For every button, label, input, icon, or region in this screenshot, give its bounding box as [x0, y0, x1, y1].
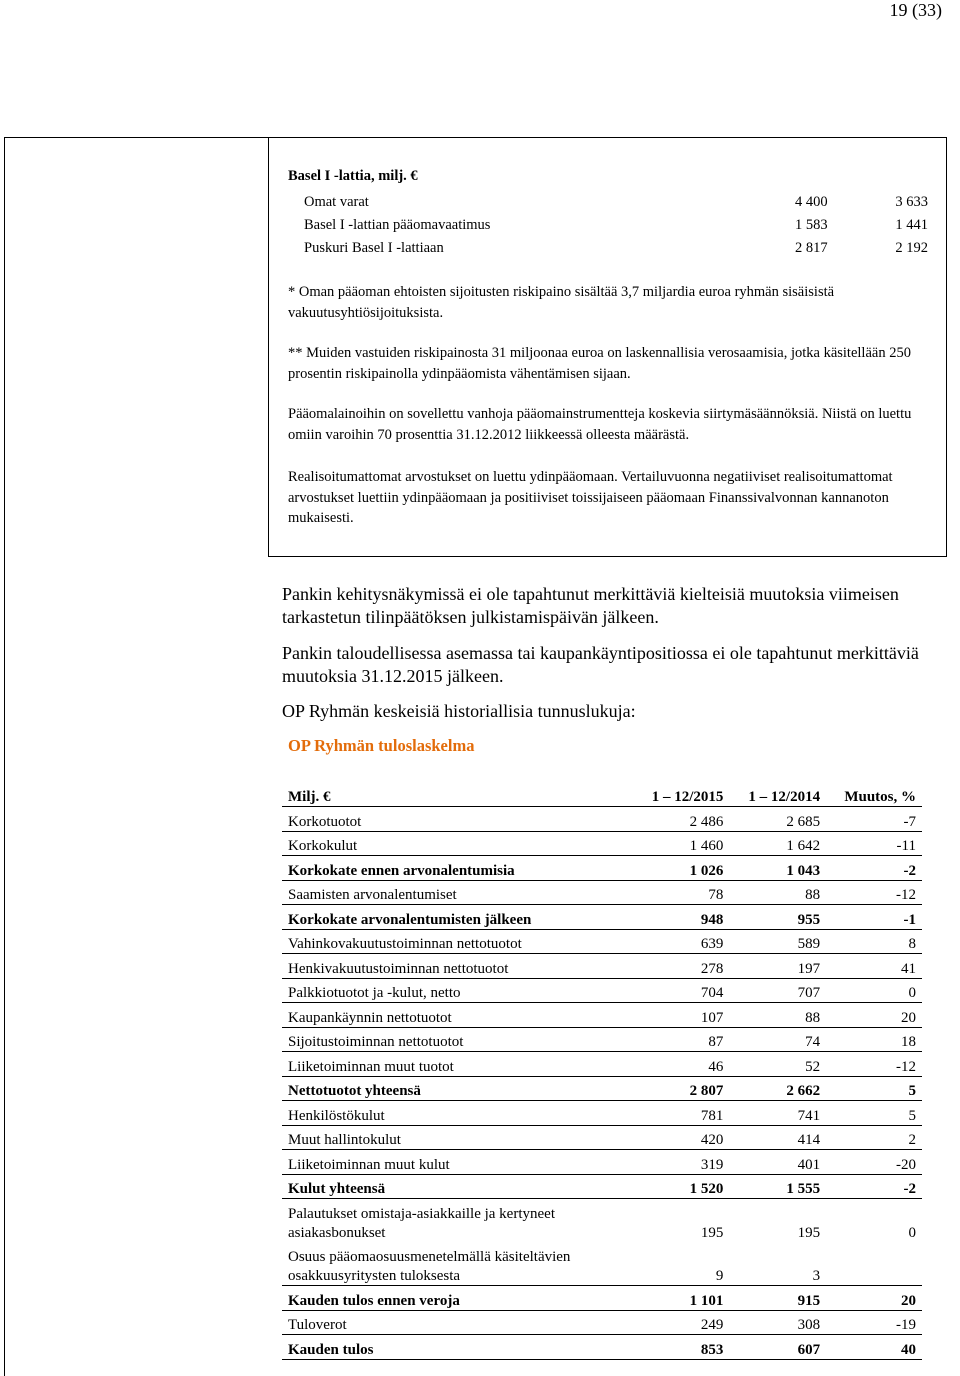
row-label: Liiketoiminnan muut kulut: [282, 1150, 624, 1175]
table-row: [282, 929, 922, 954]
row-2015: 2 486: [624, 807, 729, 832]
table-row: [282, 1310, 922, 1335]
row-change: 0: [826, 978, 922, 1003]
row-label: Liiketoiminnan muut tuotot: [282, 1052, 624, 1077]
row-2014: 2 662: [729, 1076, 826, 1101]
row-label: Saamisten arvonalentumiset: [282, 880, 624, 905]
table-row: [282, 1335, 922, 1360]
header-2014: 1 – 12/2014: [729, 783, 826, 807]
row-change: 2: [826, 1125, 922, 1150]
basel-row: [288, 234, 928, 257]
unrealised-valuation-note: Realisoitumattomat arvostukset on luettu ydinpääomaan. Vertailuvuonna negatiiviset realisoitumattomat arvostukset luettiin ydinpääomaan ja positiiviset toissijaiseen pääomaan Finanssivalvonnan kannanoton mukaisesti.: [288, 469, 893, 526]
row-2015: 46: [624, 1052, 729, 1077]
row-change: -12: [826, 1052, 922, 1077]
frame-top: [4, 137, 947, 138]
row-2015: 78: [624, 880, 729, 905]
row-label: Kulut yhteensä: [282, 1174, 624, 1199]
table-row: [282, 1199, 922, 1243]
frame-right: [946, 137, 947, 557]
basel-row-2014: 2 192: [895, 240, 928, 256]
row-label: Osuus pääomaosuusmenetelmällä käsiteltävien osakkuusyritysten tuloksesta: [282, 1242, 624, 1286]
basel-row-2015: 2 817: [794, 240, 828, 256]
row-2015: 948: [624, 905, 729, 930]
row-2015: 1 026: [624, 856, 729, 881]
basel-row-label: Puskuri Basel I -lattiaan: [304, 240, 444, 256]
row-change: 5: [826, 1076, 922, 1101]
basel-row: [288, 188, 928, 211]
row-change: 20: [826, 1286, 922, 1311]
row-label: Palautukset omistaja-asiakkaille ja kertyneet asiakasbonukset: [288, 1206, 555, 1241]
row-2015: 1 520: [624, 1174, 729, 1199]
basel-row-2015: 1 583: [794, 217, 828, 233]
table-row: [282, 831, 922, 856]
row-label: Tuloverot: [282, 1310, 624, 1335]
footnote-2: ** Muiden vastuiden riskipainosta 31 miljoonaa euroa on laskennallisia verosaamisia, jotka käsitellään 250 prosentin riskipainolla ydinpääomista vähentämisen sijaan.: [288, 345, 911, 382]
row-change: -19: [826, 1310, 922, 1335]
row-label: Sijoitustoiminnan nettotuotot: [282, 1027, 624, 1052]
row-change: -1: [826, 905, 922, 930]
row-2014: 955: [729, 905, 826, 930]
header-label: Milj. €: [282, 783, 624, 807]
table-row: [282, 1174, 922, 1199]
table-row: [282, 1052, 922, 1077]
row-2015: 278: [624, 954, 729, 979]
row-label: Henkilöstökulut: [282, 1101, 624, 1126]
row-label: Korkokate arvonalentumisten jälkeen: [282, 905, 624, 930]
basel-title: Basel I -lattia, milj. €: [288, 168, 418, 184]
row-change: 40: [826, 1335, 922, 1360]
row-2015: 2 807: [624, 1076, 729, 1101]
table-row: [282, 1242, 922, 1286]
row-2014: 707: [729, 978, 826, 1003]
row-2014: 197: [729, 954, 826, 979]
row-label: Korkokate ennen arvonalentumisia: [282, 856, 624, 881]
basel-row-2014: 3 633: [895, 194, 928, 210]
table-row: [282, 1027, 922, 1052]
row-2015: 704: [624, 978, 729, 1003]
row-2015: 420: [624, 1125, 729, 1150]
row-2015: 87: [624, 1027, 729, 1052]
row-2014: 3: [729, 1242, 826, 1286]
frame-inner-left: [268, 137, 269, 557]
row-label: Palkkiotuotot ja -kulut, netto: [282, 978, 624, 1003]
row-change: -2: [826, 1174, 922, 1199]
row-2015: 319: [624, 1150, 729, 1175]
table-row: [282, 1150, 922, 1175]
row-2014: 195: [797, 1224, 821, 1241]
row-change: -11: [826, 831, 922, 856]
row-label: Korkokulut: [282, 831, 624, 856]
page-number: 19 (33): [889, 0, 942, 20]
header-change: Muutos, %: [826, 783, 922, 807]
row-change: 41: [826, 954, 922, 979]
row-change: -12: [826, 880, 922, 905]
table-row: [282, 880, 922, 905]
row-2015: 195: [700, 1224, 724, 1241]
row-2015: 1 101: [624, 1286, 729, 1311]
table-row: [282, 1003, 922, 1028]
row-label: Korkotuotot: [282, 807, 624, 832]
row-change: 8: [826, 929, 922, 954]
header-2015: 1 – 12/2015: [624, 783, 729, 807]
row-2014: 607: [729, 1335, 826, 1360]
row-label: Kaupankäynnin nettotuotot: [282, 1003, 624, 1028]
row-2014: 1 555: [729, 1174, 826, 1199]
row-2014: 74: [729, 1027, 826, 1052]
row-2014: 1 043: [729, 856, 826, 881]
row-2014: 88: [729, 1003, 826, 1028]
row-change: -2: [826, 856, 922, 881]
row-2015: 781: [624, 1101, 729, 1126]
basel-floor-table: [288, 168, 928, 257]
frame-bottom: [268, 556, 947, 557]
income-statement-table: [282, 783, 922, 1360]
row-2014: 915: [729, 1286, 826, 1311]
basel-row-2014: 1 441: [895, 217, 928, 233]
outlook-paragraph: Pankin kehitysnäkymissä ei ole tapahtunut merkittäviä kielteisiä muutoksia viimeisen tarkastetun tilinpäätöksen julkistamispäivän jälkeen.: [282, 584, 899, 627]
table-row: [282, 807, 922, 832]
row-2014: 2 685: [729, 807, 826, 832]
table-row: [282, 1125, 922, 1150]
row-change: -20: [826, 1150, 922, 1175]
row-label: Muut hallintokulut: [282, 1125, 624, 1150]
table-row: [282, 1286, 922, 1311]
income-statement-title: OP Ryhmän tuloslaskelma: [288, 736, 475, 755]
basel-row: [288, 211, 928, 234]
row-change: 0: [908, 1224, 916, 1241]
row-2015: 107: [624, 1003, 729, 1028]
table-row: [282, 1076, 922, 1101]
table-row: [282, 905, 922, 930]
row-2014: 308: [729, 1310, 826, 1335]
footnote-1: * Oman pääoman ehtoisten sijoitusten riskipaino sisältää 3,7 miljardia euroa ryhmän sisäisistä vakuutusyhtiösijoituksista.: [288, 284, 835, 321]
row-2014: 1 642: [729, 831, 826, 856]
row-label: Henkivakuutustoiminnan nettotuotot: [282, 954, 624, 979]
row-2015: 9: [624, 1242, 729, 1286]
frame-left-outer: [4, 137, 5, 1376]
row-2014: 52: [729, 1052, 826, 1077]
table-row: [282, 1101, 922, 1126]
row-2014: 414: [729, 1125, 826, 1150]
row-2015: 853: [624, 1335, 729, 1360]
row-2015: 1 460: [624, 831, 729, 856]
row-2014: 589: [729, 929, 826, 954]
table-row: [282, 954, 922, 979]
basel-row-label: Omat varat: [304, 194, 369, 210]
row-label: Kauden tulos ennen veroja: [282, 1286, 624, 1311]
row-2014: 401: [729, 1150, 826, 1175]
basel-row-label: Basel I -lattian pääomavaatimus: [304, 217, 491, 233]
table-row: [282, 978, 922, 1003]
row-2015: 249: [624, 1310, 729, 1335]
row-change: 5: [826, 1101, 922, 1126]
row-change: 20: [826, 1003, 922, 1028]
capital-loans-note: Pääomalainoihin on sovellettu vanhoja pääomainstrumentteja koskevia siirtymäsäännöksiä. Niistä on luettu omiin varoihin 70 prosenttia 31.12.2012 liikkeessä olleesta määrästä.: [288, 406, 912, 443]
row-2015: 639: [624, 929, 729, 954]
basel-row-2015: 4 400: [794, 194, 828, 210]
row-label: Vahinkovakuutustoiminnan nettotuotot: [282, 929, 624, 954]
row-label: Kauden tulos: [282, 1335, 624, 1360]
financial-position-paragraph: Pankin taloudellisessa asemassa tai kaupankäyntipositiossa ei ole tapahtunut merkittäviä muutoksia 31.12.2015 jälkeen.: [282, 643, 919, 686]
row-change: [826, 1242, 922, 1286]
row-change: 18: [826, 1027, 922, 1052]
table-header-row: [282, 783, 922, 807]
row-label: Nettotuotot yhteensä: [282, 1076, 624, 1101]
table-row: [282, 856, 922, 881]
key-figures-heading: OP Ryhmän keskeisiä historiallisia tunnuslukuja:: [282, 701, 636, 721]
row-change: -7: [826, 807, 922, 832]
row-2014: 741: [729, 1101, 826, 1126]
row-2014: 88: [729, 880, 826, 905]
